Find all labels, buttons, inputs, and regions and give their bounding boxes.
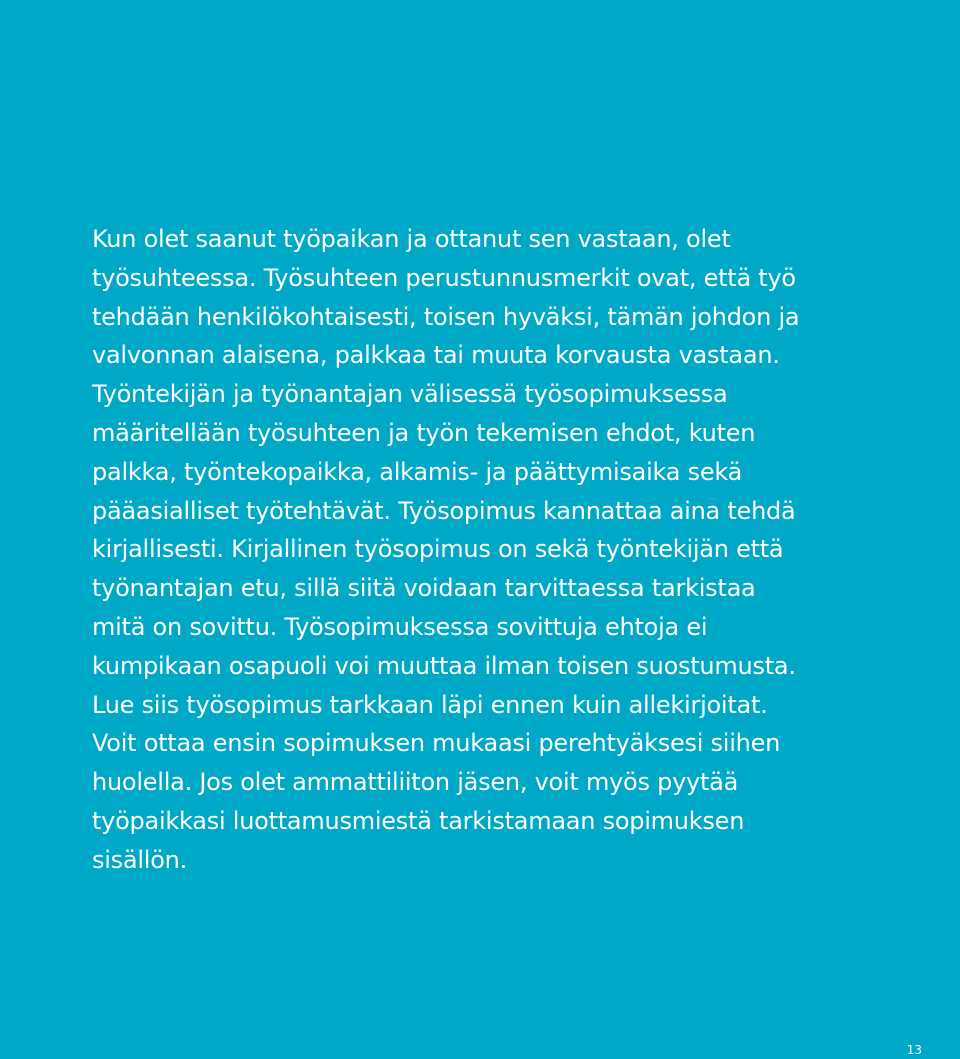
paragraph-line: kumpikaan osapuoli voi muuttaa ilman toisen suostumusta. [92, 651, 796, 680]
paragraph-line: Lue siis työsopimus tarkkaan läpi ennen kuin allekirjoitat. [92, 690, 768, 719]
paragraph-line: palkka, työntekopaikka, alkamis- ja päättymisaika sekä [92, 457, 743, 486]
paragraph-line: valvonnan alaisena, palkkaa tai muuta korvausta vastaan. [92, 341, 780, 370]
paragraph-line: sisällön. [92, 845, 187, 874]
paragraph-line: huolella. Jos olet ammattiliiton jäsen, voit myös pyytää [92, 768, 739, 797]
paragraph-line: Kun olet saanut työpaikan ja ottanut sen vastaan, olet [92, 225, 731, 253]
paragraph-line: työpaikkasi luottamusmiestä tarkistamaan sopimuksen [92, 806, 745, 835]
paragraph-line: pääasialliset työtehtävät. Työsopimus kannattaa aina tehdä [92, 496, 796, 525]
paragraph-line: työnantajan etu, sillä siitä voidaan tarvittaessa tarkistaa [92, 574, 756, 603]
paragraph-line: kirjallisesti. Kirjallinen työsopimus on sekä työntekijän että [92, 535, 784, 564]
page-number: 13 [906, 1043, 922, 1057]
paragraph-line: mitä on sovittu. Työsopimuksessa sovittuja ehtoja ei [92, 612, 708, 641]
paragraph-line: tehdään henkilökohtaisesti, toisen hyväksi, tämän johdon ja [92, 302, 800, 331]
paragraph-line: määritellään työsuhteen ja työn tekemisen ehdot, kuten [92, 418, 756, 447]
paragraph-line: Voit ottaa ensin sopimuksen mukaasi perehtyäksesi siihen [92, 729, 781, 758]
paragraph-line: Työntekijän ja työnantajan välisessä työsopimuksessa [92, 380, 728, 409]
body-paragraph [92, 220, 872, 880]
paragraph-line: työsuhteessa. Työsuhteen perustunnusmerkit ovat, että työ [92, 263, 796, 292]
